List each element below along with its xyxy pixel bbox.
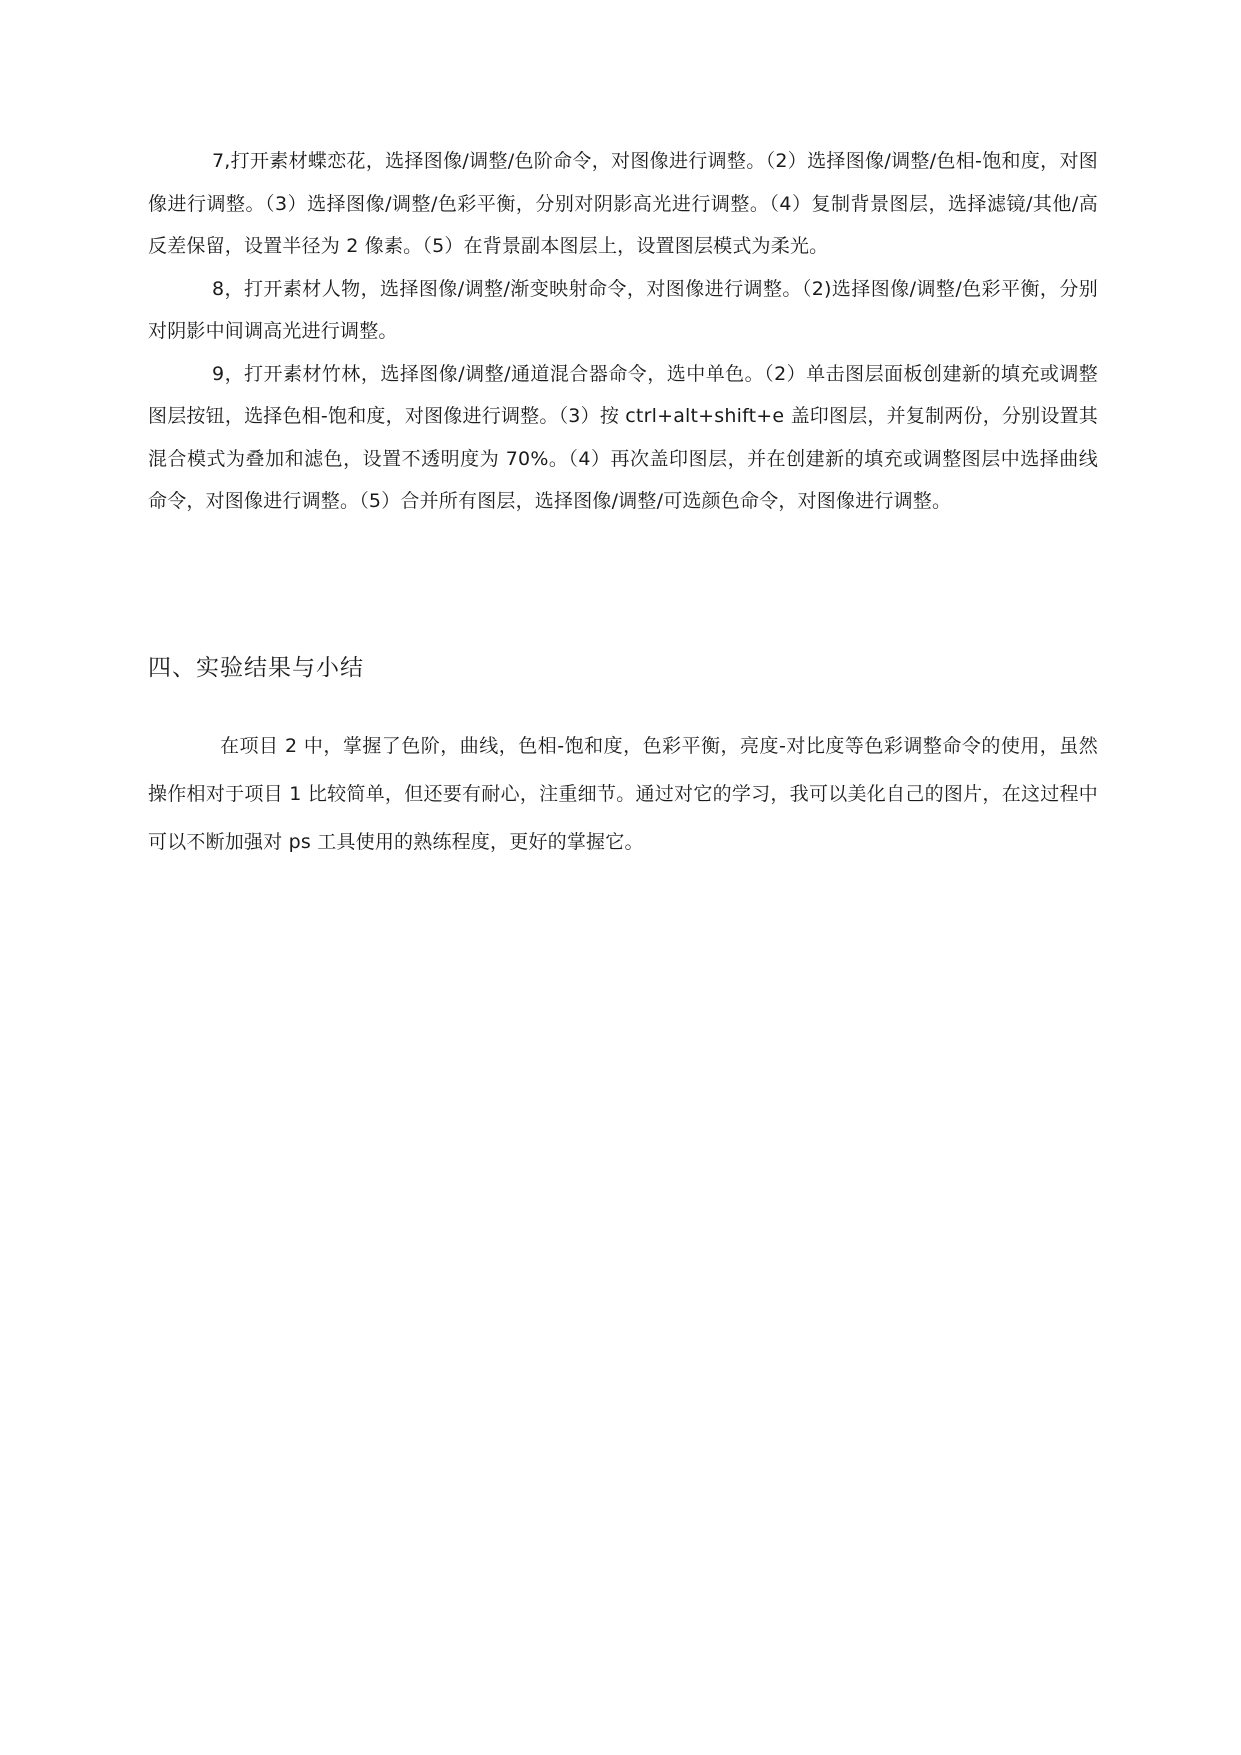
step-9-paragraph: 9，打开素材竹林，选择图像/调整/通道混合器命令，选中单色。（2）单击图层面板创建新的填充或调整图层按钮，选择色相-饱和度，对图像进行调整。（3）按 ctrl+alt+shift+e 盖印图层，并复制两份，分别设置其混合模式为叠加和滤色，设置不透明度为 70%。（4）再次盖印图层，并在创建新的填充或调整图层中选择曲线命令，对图像进行调整。（5）合并所有图层，选择图像/调整/可选颜色命令，对图像进行调整。 <box>148 362 1098 512</box>
step-7-paragraph: 7,打开素材蝶恋花，选择图像/调整/色阶命令，对图像进行调整。（2）选择图像/调整/色相-饱和度，对图像进行调整。（3）选择图像/调整/色彩平衡，分别对阴影高光进行调整。（4）复制背景图层，选择滤镜/其他/高反差保留，设置半径为 2 像素。（5）在背景副本图层上，设置图层模式为柔光。 <box>148 150 1098 257</box>
summary-paragraph: 在项目 2 中，掌握了色阶，曲线，色相-饱和度，色彩平衡，亮度-对比度等色彩调整命令的使用，虽然操作相对于项目 1 比较简单，但还要有耐心，注重细节。通过对它的学习，我可以美化自己的图片，在这过程中可以不断加强对 ps 工具使用的熟练程度，更好的掌握它。 <box>148 735 1098 853</box>
procedure-steps <box>148 140 1098 523</box>
section-heading-results: 四、实验结果与小结 <box>148 655 364 681</box>
step-8-paragraph: 8，打开素材人物，选择图像/调整/渐变映射命令，对图像进行调整。（2)选择图像/调整/色彩平衡，分别对阴影中间调高光进行调整。 <box>148 277 1098 342</box>
